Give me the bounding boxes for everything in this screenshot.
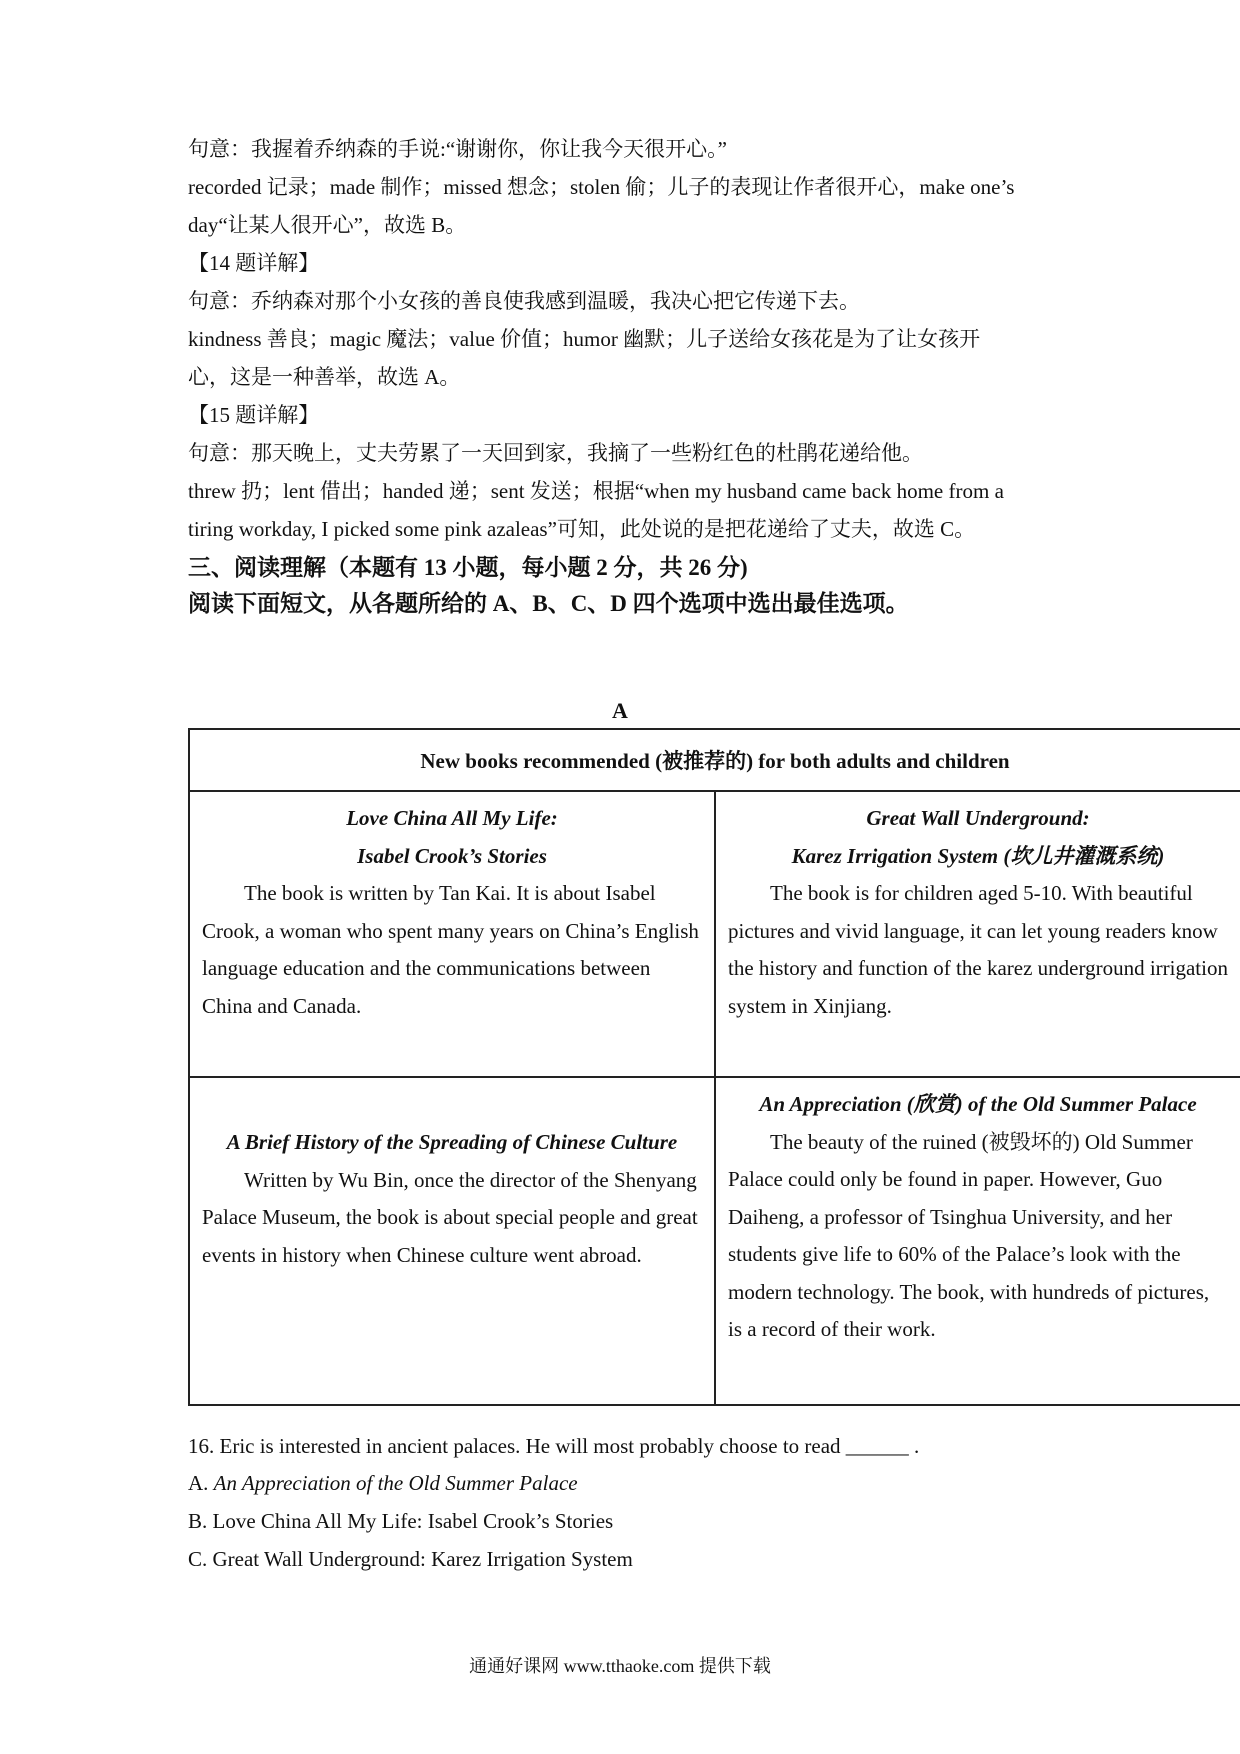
explanation-line: 心，这是一种善举，故选 A。 bbox=[188, 365, 461, 389]
option-a bbox=[188, 1468, 578, 1498]
explanation-line: day“让某人很开心”，故选 B。 bbox=[188, 213, 467, 237]
book-title: Isabel Crook’s Stories bbox=[357, 843, 547, 868]
option-a-letter: A. bbox=[188, 1471, 214, 1495]
option-b: B. Love China All My Life: Isabel Crook’s Stories bbox=[188, 1509, 614, 1533]
book-cell bbox=[189, 1077, 715, 1405]
option-a-text: An Appreciation of the Old Summer Palace bbox=[213, 1471, 578, 1495]
question-stem: 16. Eric is interested in ancient palaces. He will most probably choose to read ______ . bbox=[188, 1434, 920, 1458]
table-header: New books recommended (被推荐的) for both adults and children bbox=[189, 729, 1240, 791]
section-instruction: 阅读下面短文，从各题所给的 A、B、C、D 四个选项中选出最佳选项。 bbox=[188, 591, 909, 616]
book-title: A Brief History of the Spreading of Chinese Culture bbox=[226, 1130, 678, 1154]
explanation-line: 句意：我握着乔纳森的手说:“谢谢你，你让我今天很开心。” bbox=[188, 137, 727, 161]
q14-header: 【14 题详解】 bbox=[188, 251, 320, 275]
book-description: Written by Wu Bin, once the director of the Shenyang Palace Museum, the book is about special people and great events in history when Chinese culture went abroad. bbox=[202, 1167, 698, 1267]
book-description: The book is for children aged 5-10. With beautiful pictures and vivid language, it can let young readers know the history and function of the karez underground irrigation system in Xinjiang. bbox=[728, 881, 1228, 1018]
explanation-line: tiring workday, I picked some pink azaleas”可知，此处说的是把花递给了丈夫，故选 C。 bbox=[188, 517, 976, 541]
option-c: C. Great Wall Underground: Karez Irrigation System bbox=[188, 1547, 633, 1571]
explanation-line: 句意：乔纳森对那个小女孩的善良使我感到温暖，我决心把它传递下去。 bbox=[188, 289, 860, 313]
explanation-line: threw 扔；lent 借出；handed 递；sent 发送；根据“when my husband came back home from a bbox=[188, 479, 1004, 503]
book-cell bbox=[715, 791, 1240, 1077]
book-title: Karez Irrigation System (坎儿井灌溉系统) bbox=[791, 843, 1165, 868]
book-cell bbox=[715, 1077, 1240, 1405]
book-title: An Appreciation (欣赏) of the Old Summer Palace bbox=[759, 1092, 1197, 1116]
book-description: The book is written by Tan Kai. It is about Isabel Crook, a woman who spent many years on China’s English language education and the communications between China and Canada. bbox=[202, 881, 699, 1018]
book-table bbox=[188, 728, 1240, 1406]
book-title: Great Wall Underground: bbox=[866, 806, 1090, 830]
footer-text: 通通好课网 www.tthaoke.com 提供下载 bbox=[469, 1656, 771, 1676]
book-description: The beauty of the ruined (被毁坏的) Old Summer Palace could only be found in paper. However, Guo Daiheng, a professor of Tsinghua University, and her students give life to 60% of the Palace’s look with the modern technology. The book, with hundreds of pictures, is a record of their work. bbox=[728, 1129, 1210, 1341]
q15-header: 【15 题详解】 bbox=[188, 403, 320, 427]
explanation-line: 句意：那天晚上，丈夫劳累了一天回到家，我摘了一些粉红色的杜鹃花递给他。 bbox=[188, 441, 923, 465]
section-title: 三、阅读理解（本题有 13 小题，每小题 2 分，共 26 分) bbox=[188, 555, 748, 580]
passage-label: A bbox=[612, 698, 628, 723]
book-title: Love China All My Life: bbox=[346, 806, 558, 830]
explanation-line: recorded 记录；made 制作；missed 想念；stolen 偷；儿子的表现让作者很开心，make one’s bbox=[188, 175, 1015, 199]
explanation-line: kindness 善良；magic 魔法；value 价值；humor 幽默；儿子送给女孩花是为了让女孩开 bbox=[188, 327, 981, 351]
book-cell bbox=[189, 791, 715, 1077]
